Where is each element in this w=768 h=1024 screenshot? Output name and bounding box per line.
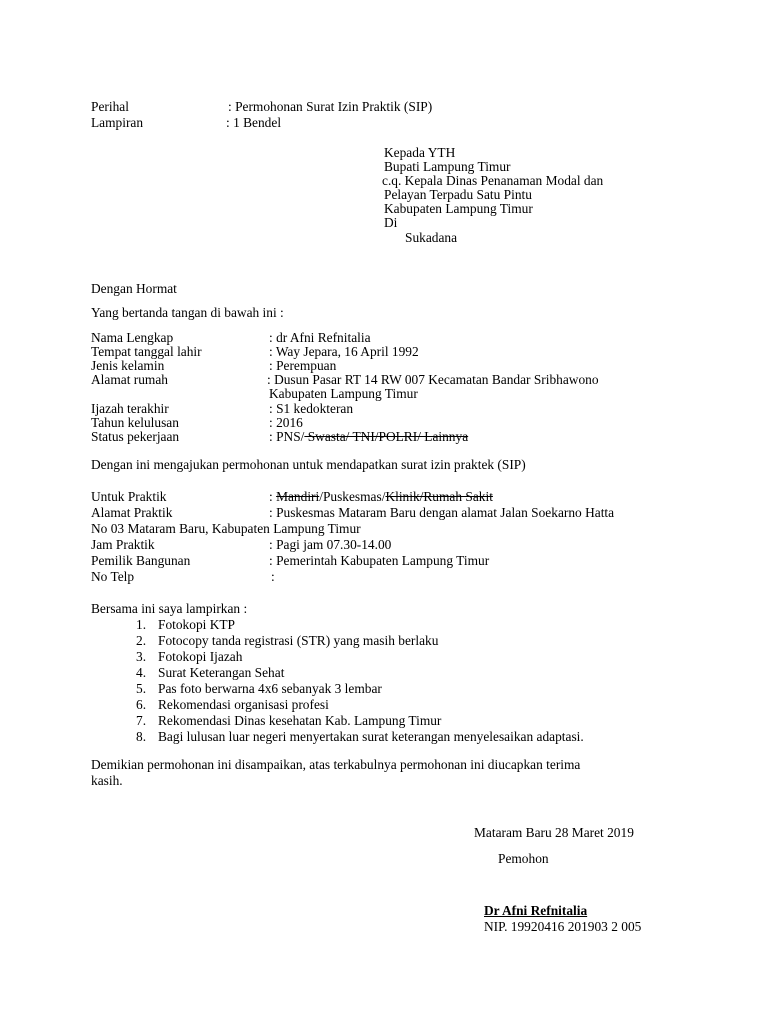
status-struck-options: Swasta/ TNI/POLRI/ Lainnya xyxy=(304,429,469,444)
jk-label: Jenis kelamin xyxy=(91,358,165,373)
perihal-value: : Permohonan Surat Izin Praktik (SIP) xyxy=(228,99,433,114)
pemilik-value: : Pemerintah Kabupaten Lampung Timur xyxy=(269,553,490,568)
greeting: Dengan Hormat xyxy=(91,281,177,296)
telp-value: : xyxy=(271,569,275,584)
ijazah-label: Ijazah terakhir xyxy=(91,401,169,416)
attachment-text: Pas foto berwarna 4x6 sebanyak 3 lembar xyxy=(158,681,382,696)
untuk-struck-option: Klinik/Rumah Sakit xyxy=(385,489,493,504)
attachment-text: Fotocopy tanda registrasi (STR) yang masih berlaku xyxy=(158,633,439,648)
closing-text: Demikian permohonan ini disampaikan, atas terkabulnya permohonan ini diucapkan terima xyxy=(91,757,581,772)
recipient-line: Di xyxy=(384,215,398,230)
attachment-number: 8. xyxy=(136,729,147,744)
attachment-item xyxy=(136,729,584,745)
place-date: Mataram Baru 28 Maret 2019 xyxy=(474,825,634,840)
nama-label: Nama Lengkap xyxy=(91,330,174,345)
untuk-struck-option: Mandiri xyxy=(276,489,320,504)
attachment-number: 3. xyxy=(136,649,147,664)
recipient-line: Kabupaten Lampung Timur xyxy=(384,201,533,216)
recipient-line: Kepada YTH xyxy=(384,145,456,160)
alamat-rumah-label: Alamat rumah xyxy=(91,372,168,387)
attachment-item xyxy=(136,617,235,633)
intro-text: Yang bertanda tangan di bawah ini : xyxy=(91,305,284,320)
attachment-number: 7. xyxy=(136,713,147,728)
attachment-item xyxy=(136,681,382,697)
request-statement: Dengan ini mengajukan permohonan untuk mendapatkan surat izin praktek (SIP) xyxy=(91,457,526,472)
lampiran-label: Lampiran xyxy=(91,115,144,130)
ijazah-value: : S1 kedokteran xyxy=(269,401,354,416)
attachment-text: Fotokopi KTP xyxy=(158,617,236,632)
attachment-text: Surat Keterangan Sehat xyxy=(158,665,285,680)
lampiran-value: : 1 Bendel xyxy=(226,115,282,130)
attachment-number: 5. xyxy=(136,681,147,696)
attachment-number: 6. xyxy=(136,697,147,712)
untuk-colon: : xyxy=(269,489,277,504)
untuk-selected: /Puskesmas/ xyxy=(319,489,386,504)
telp-label: No Telp xyxy=(91,569,135,584)
signer-name: Dr Afni Refnitalia xyxy=(484,903,588,918)
ttl-label: Tempat tanggal lahir xyxy=(91,344,202,359)
recipient-line: c.q. Kepala Dinas Penanaman Modal dan xyxy=(382,173,604,188)
alamat-rumah-value-cont: Kabupaten Lampung Timur xyxy=(269,386,418,401)
closing-text-cont: kasih. xyxy=(91,773,123,788)
jam-praktik-label: Jam Praktik xyxy=(91,537,155,552)
attachment-item xyxy=(136,697,329,713)
attachment-item xyxy=(136,665,284,681)
attachment-item xyxy=(136,713,441,729)
status-selected: PNS/ xyxy=(276,429,305,444)
alamat-praktik-label: Alamat Praktik xyxy=(91,505,173,520)
status-value xyxy=(269,429,468,445)
perihal-label: Perihal xyxy=(91,99,129,114)
attachments-intro: Bersama ini saya lampirkan : xyxy=(91,601,248,616)
attachment-item xyxy=(136,633,438,649)
attachment-text: Rekomendasi organisasi profesi xyxy=(158,697,329,712)
tahun-label: Tahun kelulusan xyxy=(91,415,179,430)
attachment-number: 1. xyxy=(136,617,147,632)
attachment-number: 2. xyxy=(136,633,147,648)
tahun-value: : 2016 xyxy=(269,415,303,430)
jk-value: : Perempuan xyxy=(269,358,337,373)
jam-praktik-value: : Pagi jam 07.30-14.00 xyxy=(269,537,392,552)
attachment-item xyxy=(136,649,242,665)
attachment-number: 4. xyxy=(136,665,147,680)
nama-value: : dr Afni Refnitalia xyxy=(269,330,371,345)
recipient-line: Bupati Lampung Timur xyxy=(384,159,511,174)
recipient-line: Sukadana xyxy=(405,230,458,245)
alamat-praktik-value-cont: No 03 Mataram Baru, Kabupaten Lampung Timur xyxy=(91,521,361,536)
attachment-text: Rekomendasi Dinas kesehatan Kab. Lampung Timur xyxy=(158,713,442,728)
alamat-praktik-value: : Puskesmas Mataram Baru dengan alamat Jalan Soekarno Hatta xyxy=(269,505,615,520)
pemilik-label: Pemilik Bangunan xyxy=(91,553,191,568)
signer-nip: NIP. 19920416 201903 2 005 xyxy=(484,919,642,934)
attachment-text: Fotokopi Ijazah xyxy=(158,649,243,664)
untuk-praktik-label: Untuk Praktik xyxy=(91,489,167,504)
attachment-text: Bagi lulusan luar negeri menyertakan surat keterangan menyelesaikan adaptasi. xyxy=(158,729,584,744)
signer-role: Pemohon xyxy=(498,851,549,866)
alamat-rumah-value: : Dusun Pasar RT 14 RW 007 Kecamatan Bandar Sribhawono xyxy=(267,372,599,387)
recipient-line: Pelayan Terpadu Satu Pintu xyxy=(384,187,532,202)
ttl-value: : Way Jepara, 16 April 1992 xyxy=(269,344,419,359)
untuk-praktik-value xyxy=(269,489,493,505)
status-label: Status pekerjaan xyxy=(91,429,180,444)
status-colon: : xyxy=(269,429,277,444)
